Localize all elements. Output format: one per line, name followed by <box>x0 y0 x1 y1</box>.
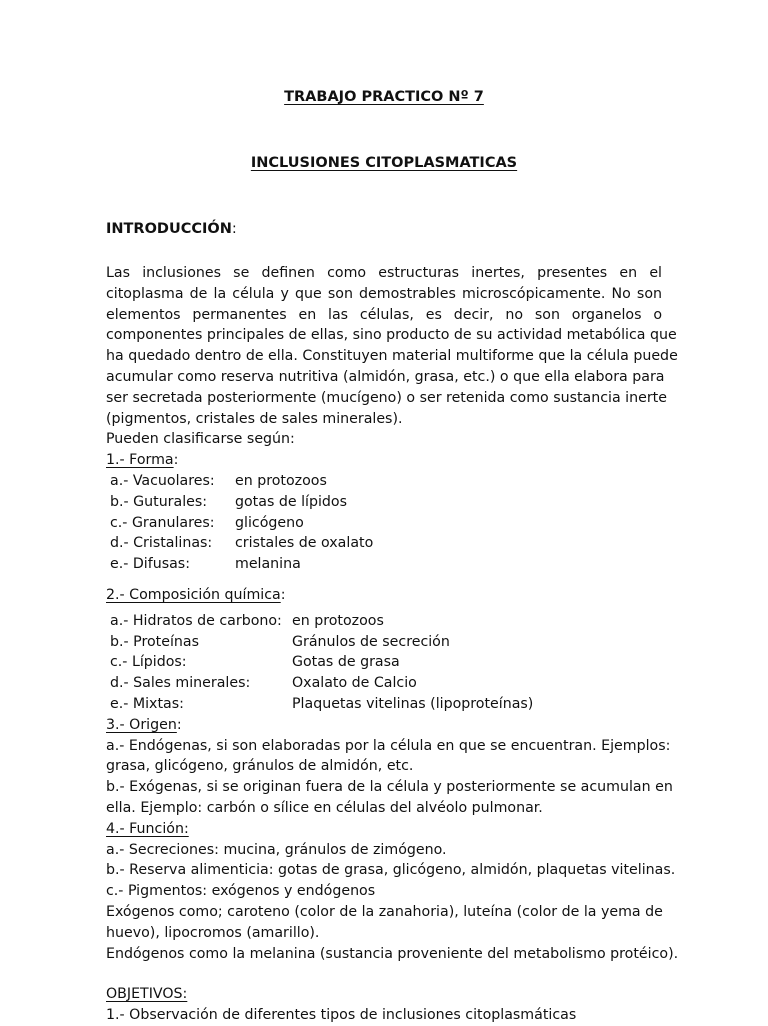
objetivos-heading: OBJETIVOS: <box>106 986 188 1003</box>
funcion-line: b.- Reserva alimenticia: gotas de grasa, glicógeno, almidón, plaquetas vitelinas. <box>106 862 676 879</box>
origen-line: ella. Ejemplo: carbón o sílice en células del alvéolo pulmonar. <box>106 799 543 816</box>
intro-line: ser secretada posteriormente (mucígeno) o ser retenida como sustancia inerte <box>106 389 667 406</box>
funcion-line: a.- Secreciones: mucina, gránulos de zimógeno. <box>106 841 447 858</box>
funcion-line: Exógenos como; caroteno (color de la zanahoria), luteína (color de la yema de <box>106 903 663 920</box>
funcion-heading: 4.- Función: <box>106 820 189 837</box>
list-item: e.- Difusas: melanina <box>110 556 301 573</box>
intro-heading: INTRODUCCIÓN: <box>106 221 237 237</box>
intro-line: (pigmentos, cristales de sales minerales). <box>106 410 403 427</box>
origen-heading: 3.- Origen: <box>106 716 182 733</box>
funcion-line: c.- Pigmentos: exógenos y endógenos <box>106 883 376 900</box>
funcion-line: huevo), lipocromos (amarillo). <box>106 924 320 941</box>
intro-line: elementos permanentes en las células, es decir, no son organelos o <box>106 306 662 323</box>
intro-section <box>106 263 679 1026</box>
intro-line: citoplasma de la célula y que son demostrables microscópicamente. No son <box>106 285 662 302</box>
intro-line: ha quedado dentro de ella. Constituyen material multiforme que la célula puede <box>106 348 678 365</box>
list-item: a.- Vacuolares: en protozoos <box>110 472 327 489</box>
objetivos-item: 1.- Observación de diferentes tipos de inclusiones citoplasmáticas <box>106 1007 577 1024</box>
list-item: c.- Lípidos: Gotas de grasa <box>110 654 400 671</box>
composicion-list <box>110 611 533 715</box>
intro-line: Las inclusiones se definen como estructuras inertes, presentes en el <box>106 265 662 281</box>
document-subtitle: INCLUSIONES CITOPLASMATICAS <box>250 155 518 171</box>
intro-line: acumular como reserva nutritiva (almidón, grasa, etc.) o que ella elabora para <box>106 368 665 385</box>
funcion-line: Endógenos como la melanina (sustancia proveniente del metabolismo protéico). <box>106 945 679 962</box>
origen-line: a.- Endógenas, si son elaboradas por la célula en que se encuentran. Ejemplos: <box>106 737 671 754</box>
forma-list <box>110 471 373 575</box>
forma-heading: 1.- Forma: <box>106 452 179 469</box>
origen-line: grasa, glicógeno, gránulos de almidón, etc. <box>106 758 414 775</box>
list-item: d.- Sales minerales: Oxalato de Calcio <box>110 675 417 692</box>
list-item: b.- Proteínas Gránulos de secreción <box>110 633 450 650</box>
list-item: b.- Guturales: gotas de lípidos <box>110 493 347 510</box>
origen-line: b.- Exógenas, si se originan fuera de la célula y posteriormente se acumulan en <box>106 779 673 796</box>
document-title: TRABAJO PRACTICO Nº 7 <box>284 89 484 105</box>
intro-line: componentes principales de ellas, sino producto de su actividad metabólica que <box>106 327 677 344</box>
list-item: a.- Hidratos de carbono: en protozoos <box>110 612 384 629</box>
list-item: d.- Cristalinas: cristales de oxalato <box>110 535 374 552</box>
list-item: c.- Granulares: glicógeno <box>110 514 304 531</box>
classify-line: Pueden clasificarse según: <box>106 431 295 448</box>
composicion-heading: 2.- Composición química: <box>106 586 286 603</box>
list-item: e.- Mixtas: Plaquetas vitelinas (lipoproteínas) <box>110 695 534 712</box>
